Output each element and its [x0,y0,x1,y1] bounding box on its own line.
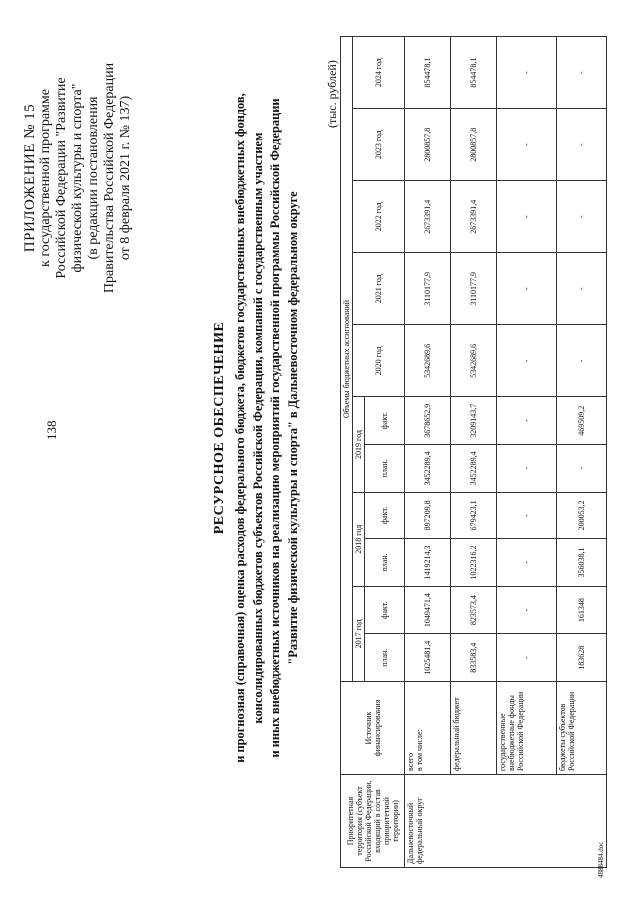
appendix-heading: ПРИЛОЖЕНИЕ № 15 [22,103,38,253]
value-cell: 200053,2 [557,492,607,538]
page-number: 138 [44,420,59,440]
value-cell: - [557,325,607,397]
value-cell: - [497,37,557,109]
value-cell: - [497,586,557,634]
appendix-line: Российской Федерации "Развитие [54,77,69,279]
value-cell: 5342689,6 [451,325,497,397]
appendix-line: от 8 февраля 2021 г. № 137) [118,95,133,261]
header-fact: факт. [365,492,405,538]
value-cell: - [497,325,557,397]
value-cell: - [557,445,607,493]
source-cell: федеральный бюджет [451,682,497,775]
title-line: "Развитие физической культуры и спорта" в Дальневосточном федеральном округе [285,191,300,665]
footer-filename: 4888484.doc [597,841,605,878]
value-cell: 469509,2 [557,397,607,445]
value-cell: 1049471,4 [405,586,451,634]
value-cell: 3110177,9 [405,253,451,325]
value-cell: - [497,397,557,445]
header-plan: план. [365,445,405,493]
value-cell: - [557,181,607,253]
appendix-line: физической культуры и спорта" [70,83,85,273]
header-year: 2024 год [353,37,405,109]
value-cell: - [497,181,557,253]
header-year: 2018 год [353,492,365,586]
rotated-page [0,18,620,888]
value-cell: 1022316,2 [451,539,497,587]
source-cell: государственные внебюджетные фонды Российской Федерации [497,682,557,775]
title-main: РЕСУРСНОЕ ОБЕСПЕЧЕНИЕ [212,321,227,535]
value-cell: - [497,539,557,587]
value-cell: 161348 [557,586,607,634]
source-cell: бюджеты субъектов Российской Федерации [557,682,607,775]
header-fact: факт. [365,397,405,445]
appendix-line: Правительства Российской Федерации [102,62,117,294]
value-cell: 854478,1 [451,37,497,109]
value-cell: 2673391,4 [451,181,497,253]
value-cell: - [557,37,607,109]
header-year: 2019 год [353,397,365,492]
value-cell: 3452289,4 [405,445,451,493]
appendix-line: (в редакции постановления [86,96,101,260]
title-line: и иных внебюджетных источников на реализацию мероприятий государственной программы Российской Федерации [268,98,282,758]
value-cell: 1419214,3 [405,539,451,587]
value-cell: 2800857,8 [451,109,497,181]
territory-cell: Дальневосточный федеральный округ [405,775,607,868]
value-cell: - [497,492,557,538]
header-year: 2023 год [353,109,405,181]
appendix-block [22,43,134,313]
value-cell: - [497,445,557,493]
header-year: 2020 год [353,325,405,397]
source-cell: всего в том числе: [405,682,451,775]
appendix-line: к государственной программе [38,89,53,267]
header-source: Источник финансирования [341,682,405,775]
title-line: консолидированных бюджетов субъектов Российской Федерации, компаний с государственным участием [250,132,265,724]
value-cell: 1025481,4 [405,634,451,682]
value-cell: 3209143,7 [451,397,497,445]
header-plan: план. [365,539,405,587]
value-cell: 3452289,4 [451,445,497,493]
value-cell: 679423,1 [451,492,497,538]
value-cell: - [497,253,557,325]
value-cell: 2673391,4 [405,181,451,253]
header-year: 2021 год [353,253,405,325]
header-year: 2022 год [353,181,405,253]
title-line: и прогнозная (справочная) оценка расходов федерального бюджета, бюджетов государственных внебюджетных фондов, [233,93,247,763]
value-cell: 5342689,6 [405,325,451,397]
value-cell: 833583,4 [451,634,497,682]
value-cell: 3678652,9 [405,397,451,445]
value-cell: 2800857,8 [405,109,451,181]
value-cell: - [497,109,557,181]
value-cell: 823573,4 [451,586,497,634]
document-title [212,68,302,788]
value-cell: - [497,634,557,682]
value-cell: 183628 [557,634,607,682]
value-cell: 854478,1 [405,37,451,109]
units-label: (тыс. рублей) [325,60,339,128]
header-year: 2017 год [353,586,365,681]
value-cell: 897209,8 [405,492,451,538]
resource-table [340,36,607,868]
header-fact: факт. [365,586,405,634]
header-volumes: Объемы бюджетных ассигнований [341,37,353,682]
header-territory: Приоритетная территория (субъект Российской Федерации, входящий в состав приоритетной территории) [341,775,405,868]
header-plan: план. [365,634,405,682]
value-cell: 3110177,9 [451,253,497,325]
value-cell: - [557,253,607,325]
value-cell: - [557,109,607,181]
value-cell: 356038,1 [557,539,607,587]
